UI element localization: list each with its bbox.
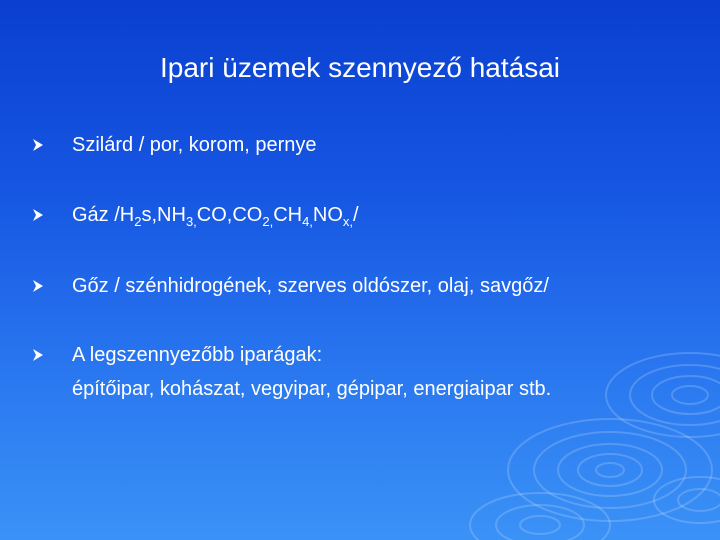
formula-part: NO [312,204,343,226]
bullet-text-formula [72,198,359,232]
formula-subscript: 3, [185,214,197,229]
arrowhead-bullet-icon [32,128,52,162]
bullet-line: A legszennyezőbb iparágak: [72,344,323,366]
formula-part: CH [273,204,303,226]
formula-part: s,NH [141,204,186,226]
formula-subscript: 4, [302,214,313,229]
bullet-text: Gőz / szénhidrogének, szerves oldószer, olaj, savgőz/ [72,275,549,297]
formula-subscript: 2, [262,214,274,229]
bullet-text: Szilárd / por, korom, pernye [72,134,317,156]
arrowhead-bullet-icon [32,269,52,303]
formula-subscript: 2 [134,214,142,229]
arrowhead-bullet-icon [32,338,52,372]
slide-title: Ipari üzemek szennyező hatásai [160,52,560,83]
formula-part: / [353,204,359,226]
bullet-text-multiline [72,338,551,406]
arrowhead-bullet-icon [32,198,52,232]
bullet-line: építőipar, kohászat, vegyipar, gépipar, energiaipar stb. [72,378,552,400]
formula-part: Gáz /H [72,204,135,226]
formula-subscript: x, [342,214,354,229]
formula-part: CO,CO [196,204,263,226]
